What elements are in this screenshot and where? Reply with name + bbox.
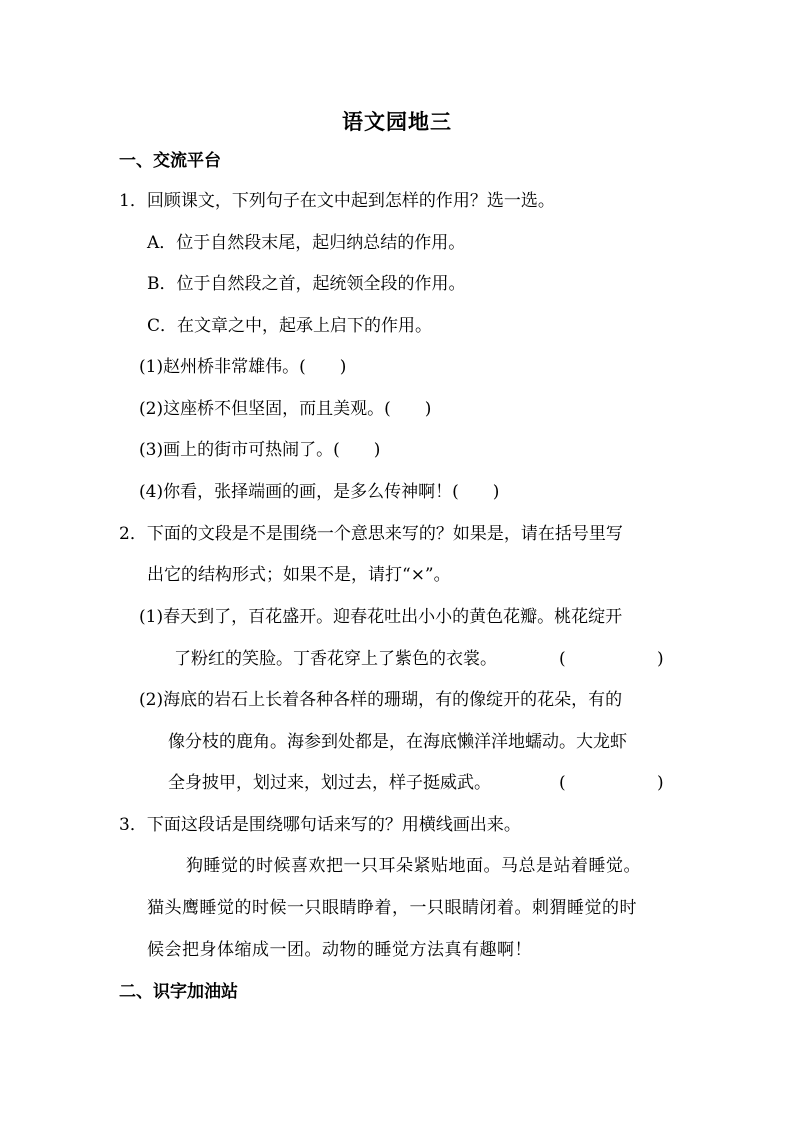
question-2-stem-line-2: 出它的结构形式；如果不是，请打“×”。 xyxy=(147,565,451,585)
q2-item-1-line-2: 了粉红的笑脸。丁香花穿上了紫色的衣裳。 xyxy=(174,649,497,669)
option-a: A．位于自然段末尾，起归纳总结的作用。 xyxy=(147,233,466,253)
page-title: 语文园地三 xyxy=(342,109,452,134)
question-1-stem: 1．回顾课文，下列句子在文中起到怎样的作用？选一选。 xyxy=(119,191,555,211)
passage-line-2: 猫头鹰睡觉的时候一只眼睛睁着，一只眼睛闭着。刺猬睡觉的时 xyxy=(147,898,637,918)
q1-item-1: (1)赵州桥非常雄伟。( ) xyxy=(139,357,347,377)
q2-item-2-line-1: (2)海底的岩石上长着各种各样的珊瑚，有的像绽开的花朵，有的 xyxy=(139,690,623,710)
section-heading-exchange: 一、交流平台 xyxy=(119,151,221,171)
answer-paren-close: ) xyxy=(657,773,664,793)
q2-item-2-line-3: 全身披甲，划过来，划过去，样子挺威武。 xyxy=(168,773,491,793)
q1-item-3: (3)画上的街市可热闹了。( ) xyxy=(139,440,381,460)
question-3-stem: 3．下面这段话是围绕哪句话来写的？用横线画出来。 xyxy=(119,815,521,835)
q1-item-4: (4)你看，张择端画的画，是多么传神啊！( ) xyxy=(139,482,500,502)
option-b: B．位于自然段之首，起统领全段的作用。 xyxy=(147,274,466,294)
answer-paren-open: ( xyxy=(559,649,566,669)
q2-item-2-line-2: 像分枝的鹿角。海参到处都是，在海底懒洋洋地蠕动。大龙虾 xyxy=(168,732,627,752)
question-2-stem-line-1: 2．下面的文段是不是围绕一个意思来写的？如果是，请在括号里写 xyxy=(119,524,623,544)
option-c: C．在文章之中，起承上启下的作用。 xyxy=(147,316,433,336)
passage-line-1: 狗睡觉的时候喜欢把一只耳朵紧贴地面。马总是站着睡觉。 xyxy=(186,856,641,876)
q2-item-1-line-1: (1)春天到了，百花盛开。迎春花吐出小小的黄色花瓣。桃花绽开 xyxy=(139,607,623,627)
answer-paren-close: ) xyxy=(657,649,664,669)
q1-item-2: (2)这座桥不但坚固，而且美观。( ) xyxy=(139,399,432,419)
passage-line-3: 候会把身体缩成一团。动物的睡觉方法真有趣啊！ xyxy=(147,940,532,960)
answer-paren-open: ( xyxy=(559,773,566,793)
section-heading-literacy: 二、识字加油站 xyxy=(119,982,238,1002)
